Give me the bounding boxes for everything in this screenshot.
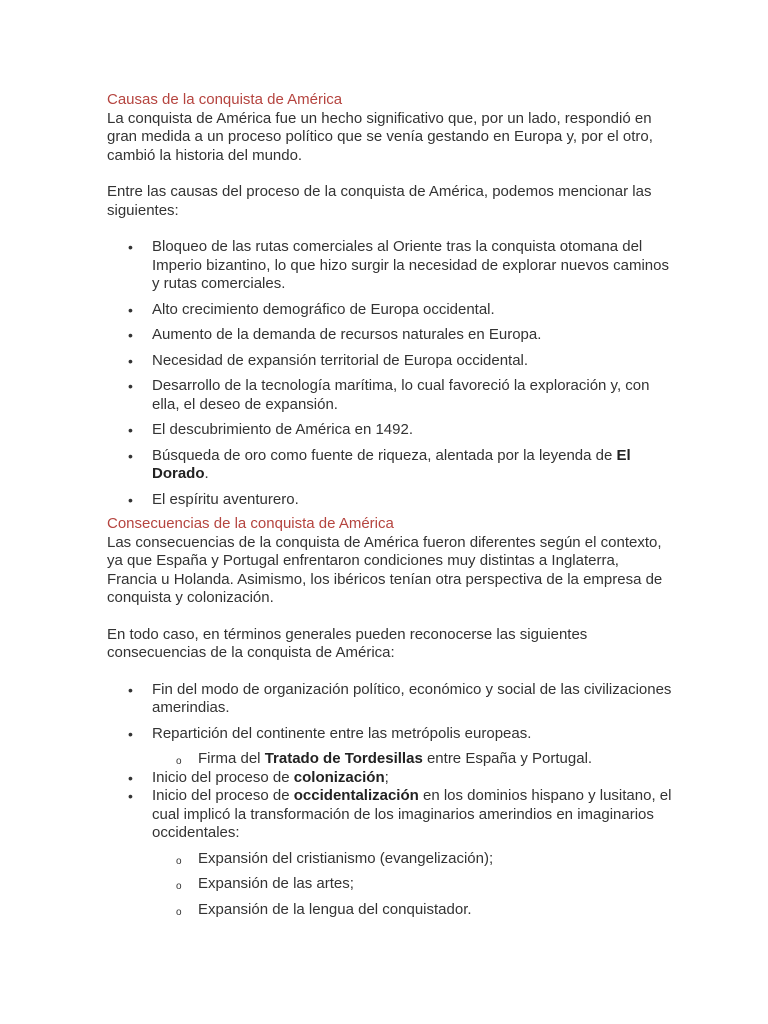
consequences-lead: En todo caso, en términos generales pueden reconocerse las siguientes consecuencias de la conquista de América: [107,625,588,661]
list-item: • Repartición del continente entre las metrópolis europeas. [107,725,672,744]
item-text: en los dominios hispano y lusitano, el cual implicó la transformación de los imaginarios amerindios en imaginarios occidentales: [152,787,672,841]
sub-list-item [107,750,672,769]
item-text: Inicio del proceso de [152,768,294,786]
item-text: entre España y Portugal. [422,750,593,767]
bold-term: occidentalización [293,787,419,804]
causes-heading: Causas de la conquista de América [107,91,343,108]
causes-list [107,238,672,509]
consequences-list [107,681,672,744]
tordesillas-sublist [107,750,672,769]
bold-term: El Dorado [152,446,631,482]
process-list [107,769,672,843]
item-text: . [204,465,209,482]
sub-list-item: o Expansión de la lengua del conquistador. [107,901,672,920]
consequences-heading: Consecuencias de la conquista de América [107,515,394,532]
item-text: ; [384,768,389,786]
consequences-intro: Las consecuencias de la conquista de América fueron diferentes según el contexto, ya que España y Portugal enfrentaron condiciones muy distintas a Inglaterra, Francia u Holanda. Asimismo, los ibéricos tenían otra perspectiva de la empresa de conquista y colonización. [107,533,663,606]
item-text: Búsqueda de oro como fuente de riqueza, alentada por la leyenda de [152,446,617,464]
list-item-colonizacion [107,769,672,788]
list-item: • Alto crecimiento demográfico de Europa occidental. [107,301,672,320]
item-text: Firma del [198,750,265,767]
list-item: • Desarrollo de la tecnología marítima, lo cual favoreció la exploración y, con ella, el deseo de expansión. [107,377,672,414]
list-item: • El espíritu aventurero. [107,491,672,510]
list-item: • Bloqueo de las rutas comerciales al Oriente tras la conquista otomana del Imperio bizantino, lo que hizo surgir la necesidad de explorar nuevos caminos y rutas comerciales. [107,238,672,294]
list-item: • Fin del modo de organización político, económico y social de las civilizaciones amerindias. [107,681,672,718]
causes-intro: La conquista de América fue un hecho significativo que, por un lado, respondió en gran medida a un proceso político que se venía gestando en Europa y, por el otro, cambió la historia del mundo. [107,109,653,164]
sub-list-item: o Expansión de las artes; [107,875,672,894]
list-item-occidentalizacion [107,787,672,843]
occidentalization-sublist [107,850,672,920]
list-item: • El descubrimiento de América en 1492. [107,421,672,440]
causes-lead: Entre las causas del proceso de la conquista de América, podemos mencionar las siguientes: [107,183,652,219]
bold-term: Tratado de Tordesillas [264,750,423,767]
list-item: • Aumento de la demanda de recursos naturales en Europa. [107,326,672,345]
list-item-el-dorado [107,447,672,484]
list-item: • Necesidad de expansión territorial de Europa occidental. [107,352,672,371]
sub-list-item: o Expansión del cristianismo (evangelización); [107,850,672,869]
bold-term: colonización [293,768,385,786]
item-text: Inicio del proceso de [152,787,294,804]
